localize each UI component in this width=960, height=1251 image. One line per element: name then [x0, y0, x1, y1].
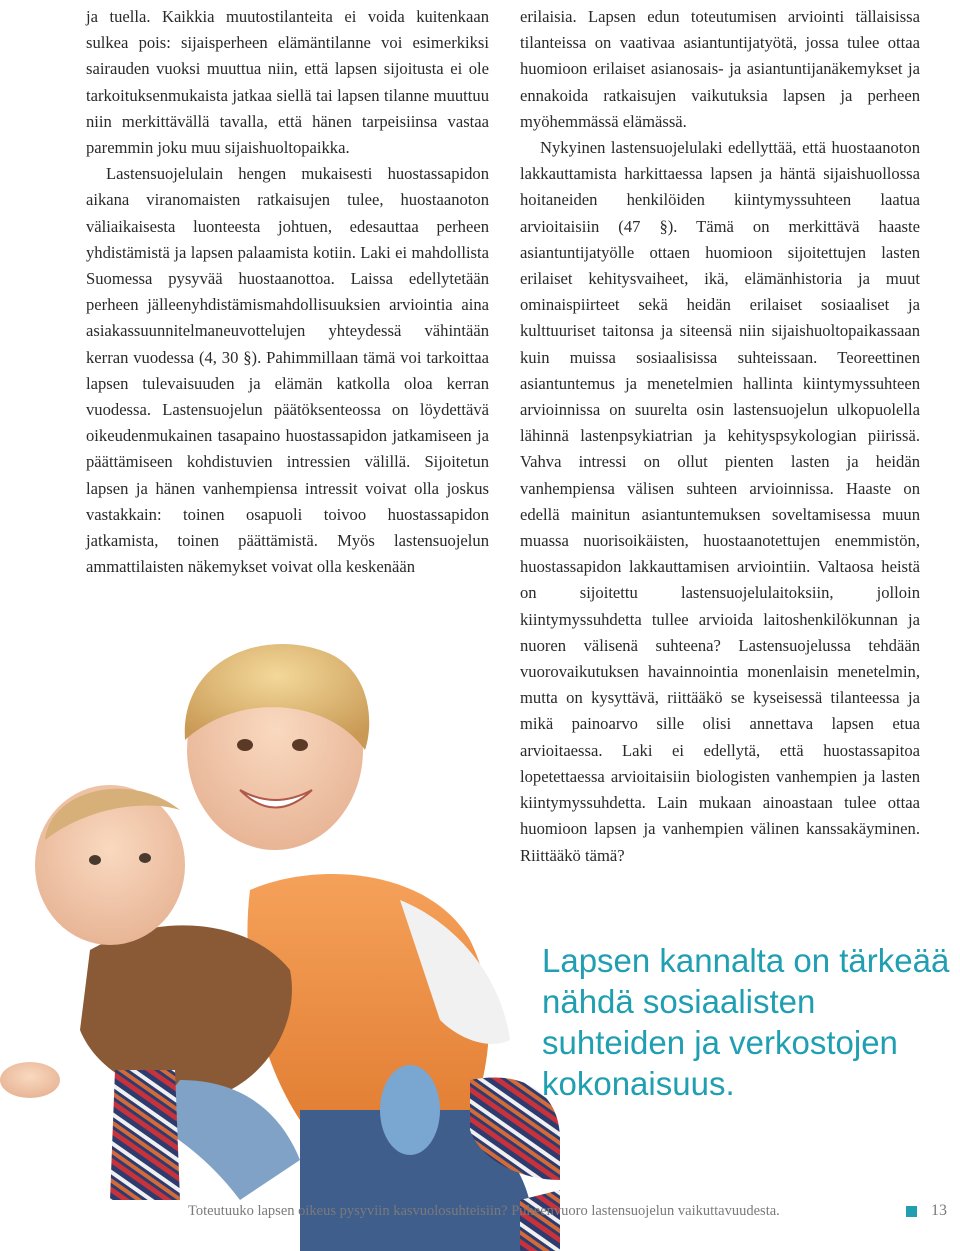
right-paragraph-1: erilaisia. Lapsen edun toteutumisen arviointi tällaisissa tilanteissa on vaativaa asiantuntijatyötä, jossa tulee ottaa huomioon erilaiset asianosais- ja asiantuntijanäkemykset ja ennakoida ratkaisujen vaikutuksia lapsen ja perheen myöhemmässä elämässä. — [520, 7, 920, 131]
left-text-column — [86, 4, 489, 580]
left-paragraph-1: ja tuella. Kaikkia muutostilanteita ei voida kuitenkaan sulkea pois: sijaisperheen elämäntilanne voi esimerkiksi sairauden vuoksi muuttua niin, että lapsen sijoitusta ei ole tarkoituksenmukaista jatkaa siellä tai lapsen tilanne muuttuu niin merkittävällä tavalla, että hänen tarpeisiinsa vastaa paremmin joku muu sijaishuoltopaikka. — [86, 7, 489, 158]
footer-accent-square — [906, 1206, 917, 1217]
right-text-column — [520, 4, 920, 869]
pull-quote: Lapsen kannalta on tärkeää nähdä sosiaalisten suhteiden ja verkostojen kokonaisuus. — [542, 942, 950, 1102]
right-paragraph-2: Nykyinen lastensuojelulaki edellyttää, että huostaanoton lakkauttamista harkittaessa lapsen ja häntä sijaishuollossa hoitaneiden henkilöiden kiintymyssuhteen laatua arvioitaisiin (47 §). Tämä on merkittävä haaste asiantuntijatyölle ottaen huomioon sijoitettujen lasten erilaiset kehitysvaiheet, ikä, elämänhistoria ja muut ominaispiirteet sekä heidän erilaiset sosiaaliset ja kulttuuriset taitonsa ja siteensä niin sijaishuoltopaikassaan kuin muissa sosiaalisissa suhteissaan. Teoreettinen asiantuntemus ja menetelmien hallinta kiintymyssuhteen arvioinnissa on suurelta osin lastensuojelun ulkopuolella lähinnä lastenpsykiatrian ja kehityspsykologian piirissä. Vahva intressi on ollut pienten lasten ja heidän vanhempiensa välisen suhteen arvioinnissa. Haaste on edellä mainitun asiantuntemuksen soveltamisessa muun muassa nuorisoikäisten, huostaanotettujen enemmistön, huostassapidon lakkauttamisen arviointiin. Valtaosa heistä on sijoitettu lastensuojelulaitoksiin, jolloin kiintymyssuhdetta tullee arvioida laitoshenkilökunnan ja nuoren välisenä suhteena? Lastensuojelussa tehdään vuorovaikutuksen havainnointia monenlaisin menetelmin, mutta on kysyttävä, riittääkö se kyseisessä tilanteessa ja mikä painoarvo sille olisi annettava lapsen etua arvioitaessa. Laki ei edellytä, että huostassapitoa lopetettaessa arvioitaisiin biologisten vanhempien ja lasten kiintymyssuhdetta. Lain mukaan ainoastaan tulee ottaa huomioon lapsen ja vanhempien välinen kanssakäyminen. Riittääkö tämä? — [520, 138, 920, 865]
children-photo — [0, 640, 560, 1251]
page-number: 13 — [931, 1202, 947, 1219]
page-footer — [188, 1199, 888, 1223]
footer-title: Toteutuuko lapsen oikeus pysyviin kasvuolosuhteisiin? Puheenvuoro lastensuojelun vaikuttavuudesta. — [188, 1203, 780, 1219]
left-paragraph-2: Lastensuojelulain hengen mukaisesti huostassapidon aikana viranomaisten ratkaisujen tulee, huostaanoton väliaikaisesta luonteesta johtuen, edesauttaa perheen yhdistämistä ja lapsen palaamista kotiin. Laki ei mahdollista Suomessa pysyvää huostaanottoa. Laissa edellytetään perheen jälleenyhdistämismahdollisuuksien arviointia aina asiakassuunnitelmaneuvottelujen yhteydessä vähintään kerran vuodessa (4, 30 §). Pahimmillaan tämä voi tarkoittaa lapsen tulevaisuuden ja elämän katkolla oloa kerran vuodessa. Lastensuojelun päätöksenteossa on löydettävä oikeudenmukainen tasapaino huostassapidon jatkamiseen ja päättämiseen kohdistuvien intressien välillä. Sijoitetun lapsen ja hänen vanhempiensa intressit voivat olla joskus vastakkain: toinen osapuoli toivoo huostassapidon jatkamista, toinen päättämistä. Myös lastensuojelun ammattilaisten näkemykset voivat olla keskenään — [86, 164, 489, 577]
